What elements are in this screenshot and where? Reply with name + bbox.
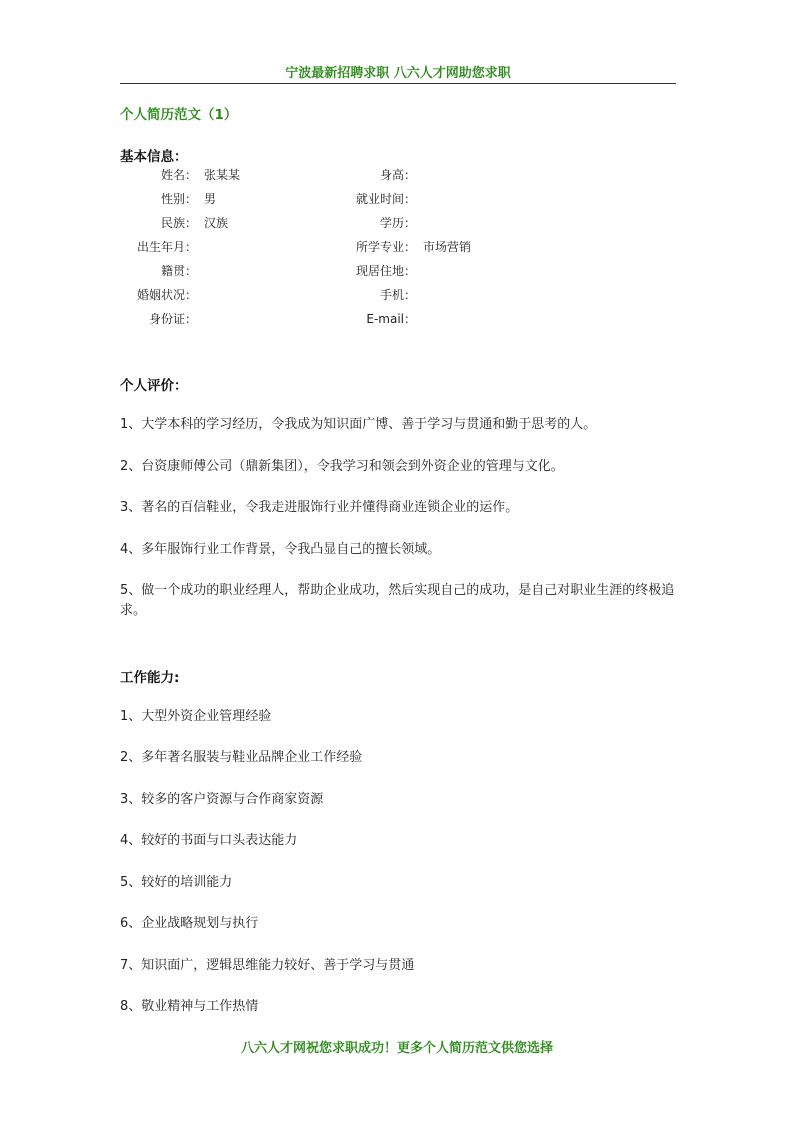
- info-row: [0, 190, 794, 208]
- ability-item: 4、较好的书面与口头表达能力: [120, 833, 298, 848]
- ability-item: 8、敬业精神与工作热情: [120, 999, 259, 1014]
- basic-info-heading: 基本信息：: [120, 149, 188, 165]
- info-row: [0, 310, 794, 328]
- ability-item: 7、知识面广，逻辑思维能力较好、善于学习与贯通: [120, 958, 415, 973]
- info-label: 学历：: [379, 216, 416, 230]
- info-label: E-mail：: [366, 312, 416, 326]
- ability-item: 3、较多的客户资源与合作商家资源: [120, 792, 324, 807]
- evaluation-item: 2、台资康师傅公司（鼎新集团），令我学习和领会到外资企业的管理与文化。: [120, 459, 564, 474]
- info-row: [0, 238, 794, 256]
- info-label: 手机：: [379, 288, 416, 302]
- document-title: 个人简历范文（1）: [120, 107, 238, 123]
- ability-item: 6、企业战略规划与执行: [120, 916, 259, 931]
- evaluation-heading: 个人评价：: [120, 378, 188, 394]
- info-label: 婚姻状况：: [136, 288, 197, 302]
- info-row: [0, 214, 794, 232]
- info-label: 身份证：: [148, 312, 197, 326]
- info-row: [0, 262, 794, 280]
- ability-item: 2、多年著名服装与鞋业品牌企业工作经验: [120, 750, 363, 765]
- info-label: 现居住地：: [355, 264, 416, 278]
- info-label: 身高：: [379, 168, 416, 182]
- info-value: 市场营销: [423, 240, 472, 254]
- info-label: 就业时间：: [355, 192, 416, 206]
- info-value: 汉族: [204, 216, 229, 230]
- evaluation-item: 1、大学本科的学习经历，令我成为知识面广博、善于学习与贯通和勤于思考的人。: [120, 417, 597, 432]
- info-label: 出生年月：: [136, 240, 197, 254]
- info-row: [0, 286, 794, 304]
- abilities-heading: 工作能力:: [120, 670, 180, 686]
- evaluation-item: 4、多年服饰行业工作背景，令我凸显自己的擅长领域。: [120, 542, 441, 557]
- evaluation-item: 5、做一个成功的职业经理人，帮助企业成功，然后实现自己的成功，是自己对职业生涯的终极追求。: [120, 583, 675, 618]
- info-value: 男: [204, 192, 217, 206]
- info-value: 张某某: [204, 168, 241, 182]
- info-label: 性别：: [160, 192, 197, 206]
- info-row: [0, 166, 794, 184]
- page-footer: 八六人才网祝您求职成功！更多个人简历范文供您选择: [240, 1041, 553, 1056]
- header-divider: [120, 83, 676, 84]
- page-header: 宁波最新招聘求职 八六人才网助您求职: [285, 66, 511, 81]
- info-label: 所学专业：: [355, 240, 416, 254]
- info-label: 籍贯：: [160, 264, 197, 278]
- evaluation-item: 3、著名的百信鞋业，令我走进服饰行业并懂得商业连锁企业的运作。: [120, 500, 519, 515]
- ability-item: 5、较好的培训能力: [120, 875, 233, 890]
- info-label: 姓名：: [160, 168, 197, 182]
- ability-item: 1、大型外资企业管理经验: [120, 709, 272, 724]
- info-label: 民族：: [160, 216, 197, 230]
